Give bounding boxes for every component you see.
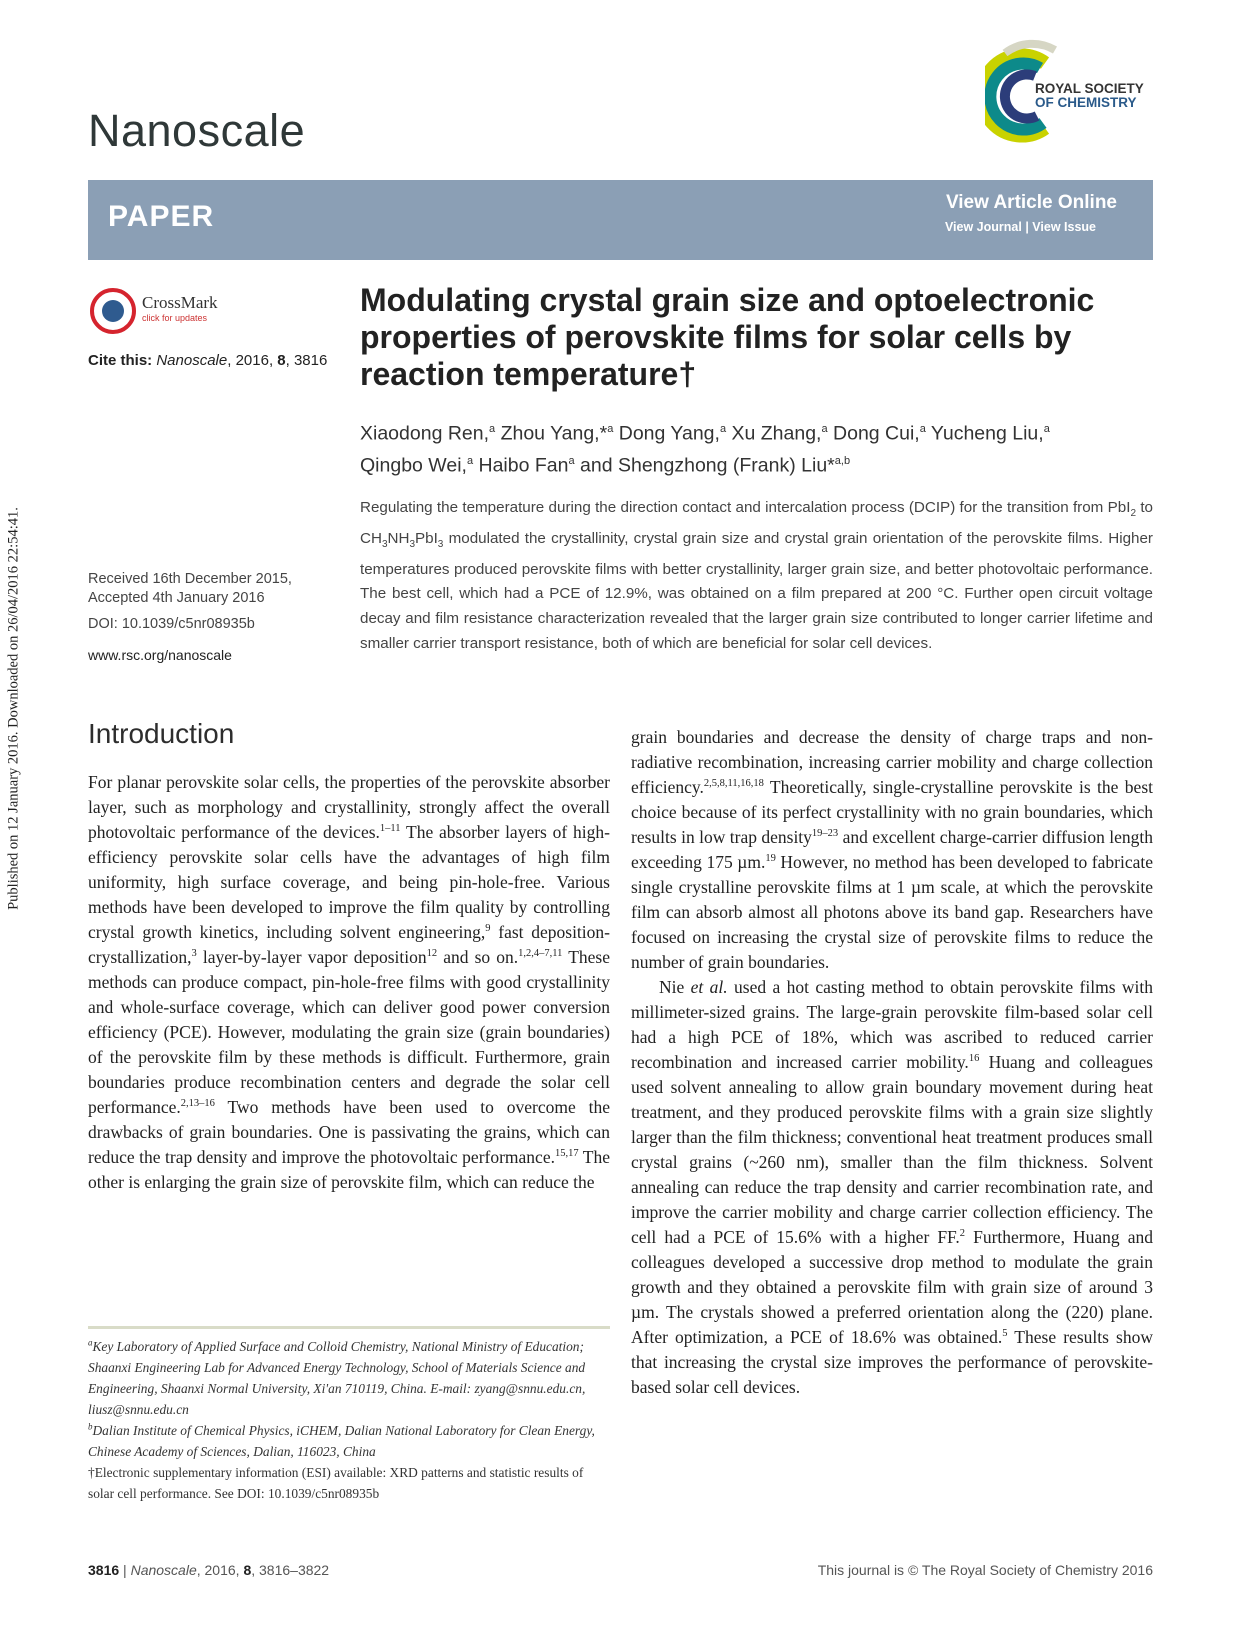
author-list [360, 416, 1140, 479]
intro-left-column [88, 770, 610, 1195]
journal-url[interactable]: www.rsc.org/nanoscale [88, 647, 232, 663]
footnote-b: $^b$Dalian Institute of Chemical Physics, iCHEM, Dalian National Laboratory for Clean Energy, Chinese Academy of Sciences, Dalian, 116023, China [88, 1421, 595, 1459]
abstract: Regulating the temperature during the direction contact and intercalation process (DCIP) for the transition from PbI$_2$ to $CH_3NH_3PbI_3$ modulated the crystallinity, crystal grain size and crystal grain orientation of the perovskite films. Higher temperatures produced perovskite films with better crystallinity, larger grain size, and better photovoltaic performance. The best cell, which had a PCE of 12.9%, was obtained on a film prepared at 200 °C. Further open circuit voltage decay and film resistance characterization revealed that the larger grain size contributed to longer carrier lifetime and smaller carrier transport resistance, both of which are beneficial for solar cell devices. [360, 499, 1153, 653]
doi: DOI: 10.1039/c5nr08935b [88, 616, 255, 632]
crossmark-sub: click for updates [142, 313, 208, 323]
accepted-date: Accepted 4th January 2016 [88, 590, 265, 606]
intro-paragraph-3: Nie et al. used a hot casting method to obtain perovskite films with millimeter-sized grains. The large-grain perovskite film-based solar cell had a high PCE of 18%, which was ascribed to reduced carrier recombination and increased carrier mobility.$^{16}$ Huang and colleagues used solvent annealing to allow grain boundary movement during heat treatment, and they produced perovskite films with a grain size slightly larger than the film thickness; conventional heat treatment produces small crystal grains (~260 nm), smaller than the film thickness. Solvent annealing can reduce the trap density and carrier recombination rate, and improve the carrier mobility and charge carrier collection efficiency. The cell had a PCE of 15.6% with a higher FF.$^2$ Furthermore, Huang and colleagues developed a successive drop method to modulate the grain growth and they obtained a perovskite film with grain size of around 3 µm. The crystals showed a preferred orientation along the (220) plane. After optimization, a PCE of 18.6% was obtained.$^5$ These results show that increasing the crystal size improves the performance of perovskite-based solar cell devices. [631, 977, 1154, 1397]
article-type-label: PAPER [108, 200, 215, 233]
author-line-2: Qingbo Wei,$^a$ Haibo Fan$^a$ and Shengzhong (Frank) Liu*$^{a,b}$ [360, 454, 851, 476]
paper-banner [88, 180, 1153, 260]
view-journal-link[interactable]: View Journal [944, 220, 1022, 234]
received-dates [88, 570, 328, 608]
view-article-online-link[interactable]: View Article Online [945, 192, 1117, 213]
link-separator: | [1025, 220, 1029, 234]
view-issue-link[interactable]: View Issue [1032, 220, 1096, 234]
page-footer-right: This journal is © The Royal Society of Chemistry 2016 [817, 1562, 1153, 1578]
intro-paragraph-1: For planar perovskite solar cells, the properties of the perovskite absorber layer, such as morphology and crystallinity, strongly affect the overall photovoltaic performance of the devices.$^{1-11}$ The absorber layers of high-efficiency perovskite solar cells have the advantages of high film uniformity, high surface coverage, and being pin-hole-free. Various methods have been developed to improve the film quality by controlling crystal growth kinetics, including solvent engineering,$^9$ fast deposition-crystallization,$^3$ layer-by-layer vapor deposition$^{12}$ and so on.$^{1,2,4-7,11}$ These methods can produce compact, pin-hole-free films with good crystallinity and whole-surface coverage, which can deliver good power conversion efficiency (PCE). However, modulating the grain size (grain boundaries) of the perovskite film by these methods is difficult. Furthermore, grain boundaries produce recombination centers and degrade the solar cell performance.$^{2,13-16}$ Two methods have been used to overcome the drawbacks of grain boundaries. One is passivating the grains, which can reduce the trap density and improve the photovoltaic performance.$^{15,17}$ The other is enlarging the grain size of perovskite film, which can reduce the [88, 772, 611, 1192]
page-footer-left: 3816 | Nanoscale, 2016, 8, 3816–3822 [88, 1562, 330, 1578]
intro-paragraph-2: grain boundaries and decrease the density of charge traps and non-radiative recombination, increasing carrier mobility and charge collection efficiency.$^{2,5,8,11,16,18}$ Theoretically, single-crystalline perovskite is the best choice because of its perfect crystallinity with no grain boundaries, which results in low trap density$^{19-23}$ and excellent charge-carrier diffusion length exceeding 175 µm.$^{19}$ However, no method has been developed to fabricate single crystalline perovskite films at 1 µm scale, at which the perovskite film can absorb almost all photons above its band gap. Researchers have focused on increasing the crystal size of perovskite films to reduce the number of grain boundaries. [631, 727, 1154, 972]
crossmark-badge[interactable] [90, 285, 240, 340]
rsc-logo-text: ROYAL SOCIETY OF CHEMISTRY [1035, 81, 1144, 110]
journal-issue-links [945, 220, 1096, 234]
footnotes [88, 1336, 610, 1504]
footnote-divider [88, 1326, 610, 1329]
crossmark-icon [90, 288, 136, 334]
author-line-1: Xiaodong Ren,$^a$ Zhou Yang,*$^a$ Dong Yang,$^a$ Xu Zhang,$^a$ Dong Cui,$^a$ Yucheng Liu,$^a$ [360, 422, 1050, 445]
article-title: Modulating crystal grain size and optoelectronic properties of perovskite films for solar cells by reaction temperature† [360, 282, 1095, 392]
crossmark-label: CrossMark [142, 293, 218, 312]
download-stamp-text: Published on 12 January 2016. Downloaded on 26/04/2016 22:54:41. [5, 507, 22, 910]
download-stamp [4, 470, 24, 950]
section-heading-introduction: Introduction [88, 718, 235, 749]
received-date: Received 16th December 2015, [88, 571, 292, 587]
footnote-esi: †Electronic supplementary information (ESI) available: XRD patterns and statistic results of solar cell performance. See DOI: 10.1039/c5nr08935b [88, 1465, 584, 1501]
journal-name: Nanoscale [88, 105, 306, 156]
footnote-a: $^a$Key Laboratory of Applied Surface and Colloid Chemistry, National Ministry of Education; Shaanxi Engineering Lab for Advanced Energy Technology, School of Materials Science and Engineering, Shaanxi Normal University, Xi'an 710119, China. E-mail: zyang@snnu.edu.cn, liusz@snnu.edu.cn [88, 1337, 586, 1417]
rsc-logo[interactable] [985, 38, 1145, 148]
citation: Cite this: Nanoscale, 2016, 8, 3816 [88, 352, 328, 369]
intro-right-column [631, 725, 1153, 1400]
